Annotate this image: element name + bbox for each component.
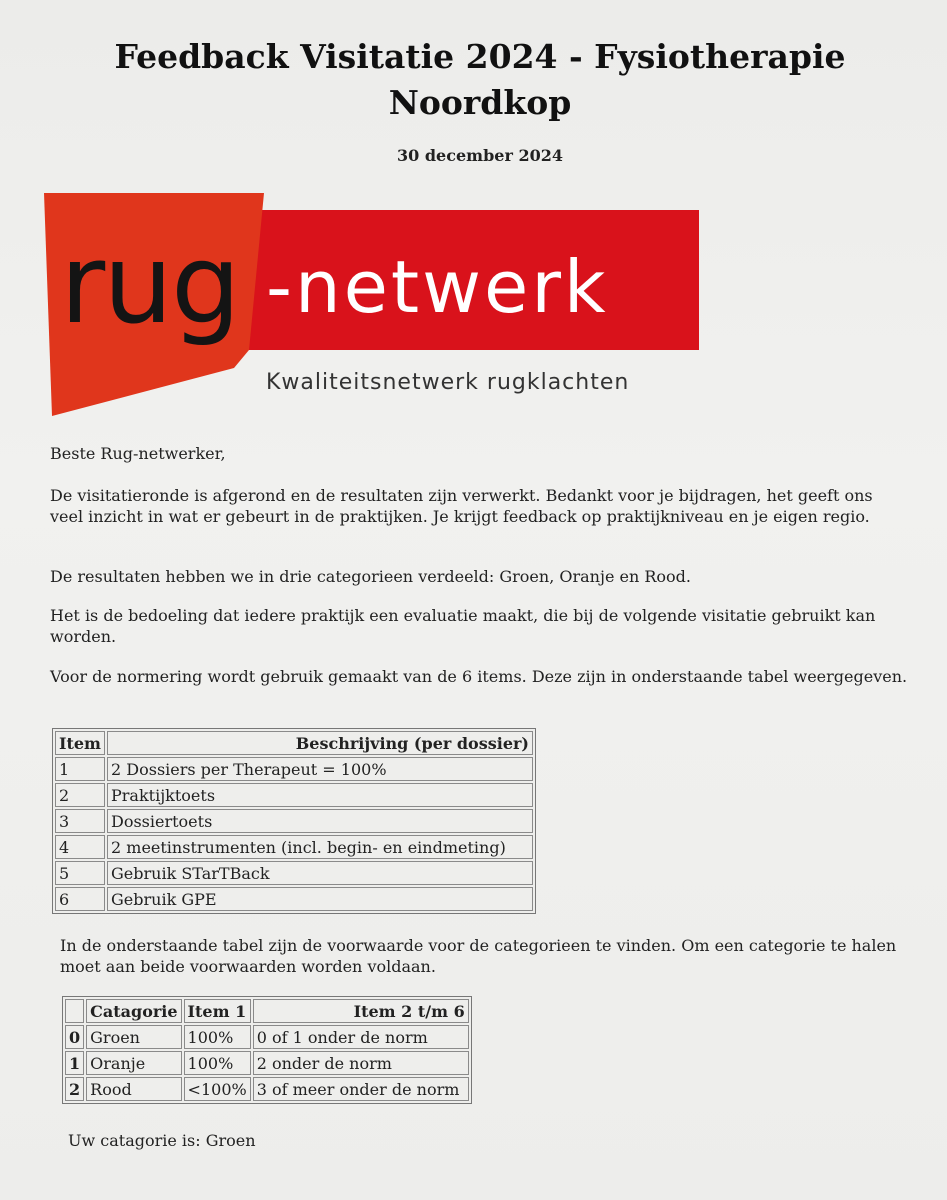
- category-item1: 100%: [184, 1025, 251, 1049]
- intro-paragraph: De visitatieronde is afgerond en de resultaten zijn verwerkt. Bedankt voor je bijdragen, het geeft ons veel inzicht in wat er gebeurt in de praktijken. Je krijgt feedback op praktijkniveau en je eigen regio.: [50, 486, 873, 526]
- category-table: [62, 996, 472, 1104]
- item-number: 4: [55, 835, 105, 859]
- item-description: Praktijktoets: [107, 783, 533, 807]
- item-number: 2: [55, 783, 105, 807]
- item-description: 2 Dossiers per Therapeut = 100%: [107, 757, 533, 781]
- category-name: Oranje: [86, 1051, 181, 1075]
- category-name: Rood: [86, 1077, 181, 1101]
- table-row: [65, 1077, 469, 1101]
- evaluation-paragraph: Het is de bedoeling dat iedere praktijk een evaluatie maakt, die bij de volgende visitatie gebruikt kan worden.: [50, 606, 876, 646]
- logo-word-secondary: -netwerk: [266, 245, 609, 329]
- logo-word-main: rug: [60, 220, 239, 348]
- category-name: Groen: [86, 1025, 181, 1049]
- item-description: 2 meetinstrumenten (incl. begin- en eindmeting): [107, 835, 533, 859]
- table-row: [55, 861, 533, 885]
- category-index: 0: [65, 1025, 84, 1049]
- logo-tagline: Kwaliteitsnetwerk rugklachten: [266, 370, 630, 395]
- item-number: 5: [55, 861, 105, 885]
- table-row: [55, 809, 533, 833]
- table-row: [55, 835, 533, 859]
- header-index: [65, 999, 84, 1023]
- table-row: [65, 1051, 469, 1075]
- category-item2-6: 2 onder de norm: [253, 1051, 469, 1075]
- category-index: 1: [65, 1051, 84, 1075]
- item-description: Gebruik STarTBack: [107, 861, 533, 885]
- table-header-row: [65, 999, 469, 1023]
- item-number: 3: [55, 809, 105, 833]
- category-item1: 100%: [184, 1051, 251, 1075]
- table-header-row: [55, 731, 533, 755]
- item-number: 6: [55, 887, 105, 911]
- item-description: Dossiertoets: [107, 809, 533, 833]
- item-description: Gebruik GPE: [107, 887, 533, 911]
- categories-paragraph: De resultaten hebben we in drie categorieen verdeeld: Groen, Oranje en Rood.: [50, 567, 691, 586]
- table-row: [65, 1025, 469, 1049]
- category-item1: <100%: [184, 1077, 251, 1101]
- category-item2-6: 0 of 1 onder de norm: [253, 1025, 469, 1049]
- header-item1: Item 1: [184, 999, 251, 1023]
- table-row: [55, 757, 533, 781]
- conditions-paragraph: In de onderstaande tabel zijn de voorwaarde voor de categorieen te vinden. Om een categorie te halen moet aan beide voorwaarden worden voldaan.: [60, 936, 897, 976]
- page-title: Feedback Visitatie 2024 - Fysiotherapie Noordkop: [114, 37, 846, 122]
- table-row: [55, 783, 533, 807]
- items-table: [52, 728, 536, 914]
- table-row: [55, 887, 533, 911]
- document-date: 30 december 2024: [397, 146, 563, 165]
- norm-paragraph: Voor de normering wordt gebruik gemaakt van de 6 items. Deze zijn in onderstaande tabel weergegeven.: [50, 667, 908, 686]
- category-index: 2: [65, 1077, 84, 1101]
- result-category: Uw catagorie is: Groen: [68, 1131, 256, 1150]
- salutation: Beste Rug-netwerker,: [50, 444, 226, 463]
- header-category: Catagorie: [86, 999, 181, 1023]
- header-item: Item: [55, 731, 105, 755]
- header-description: Beschrijving (per dossier): [107, 731, 533, 755]
- category-item2-6: 3 of meer onder de norm: [253, 1077, 469, 1101]
- item-number: 1: [55, 757, 105, 781]
- header-item2-6: Item 2 t/m 6: [253, 999, 469, 1023]
